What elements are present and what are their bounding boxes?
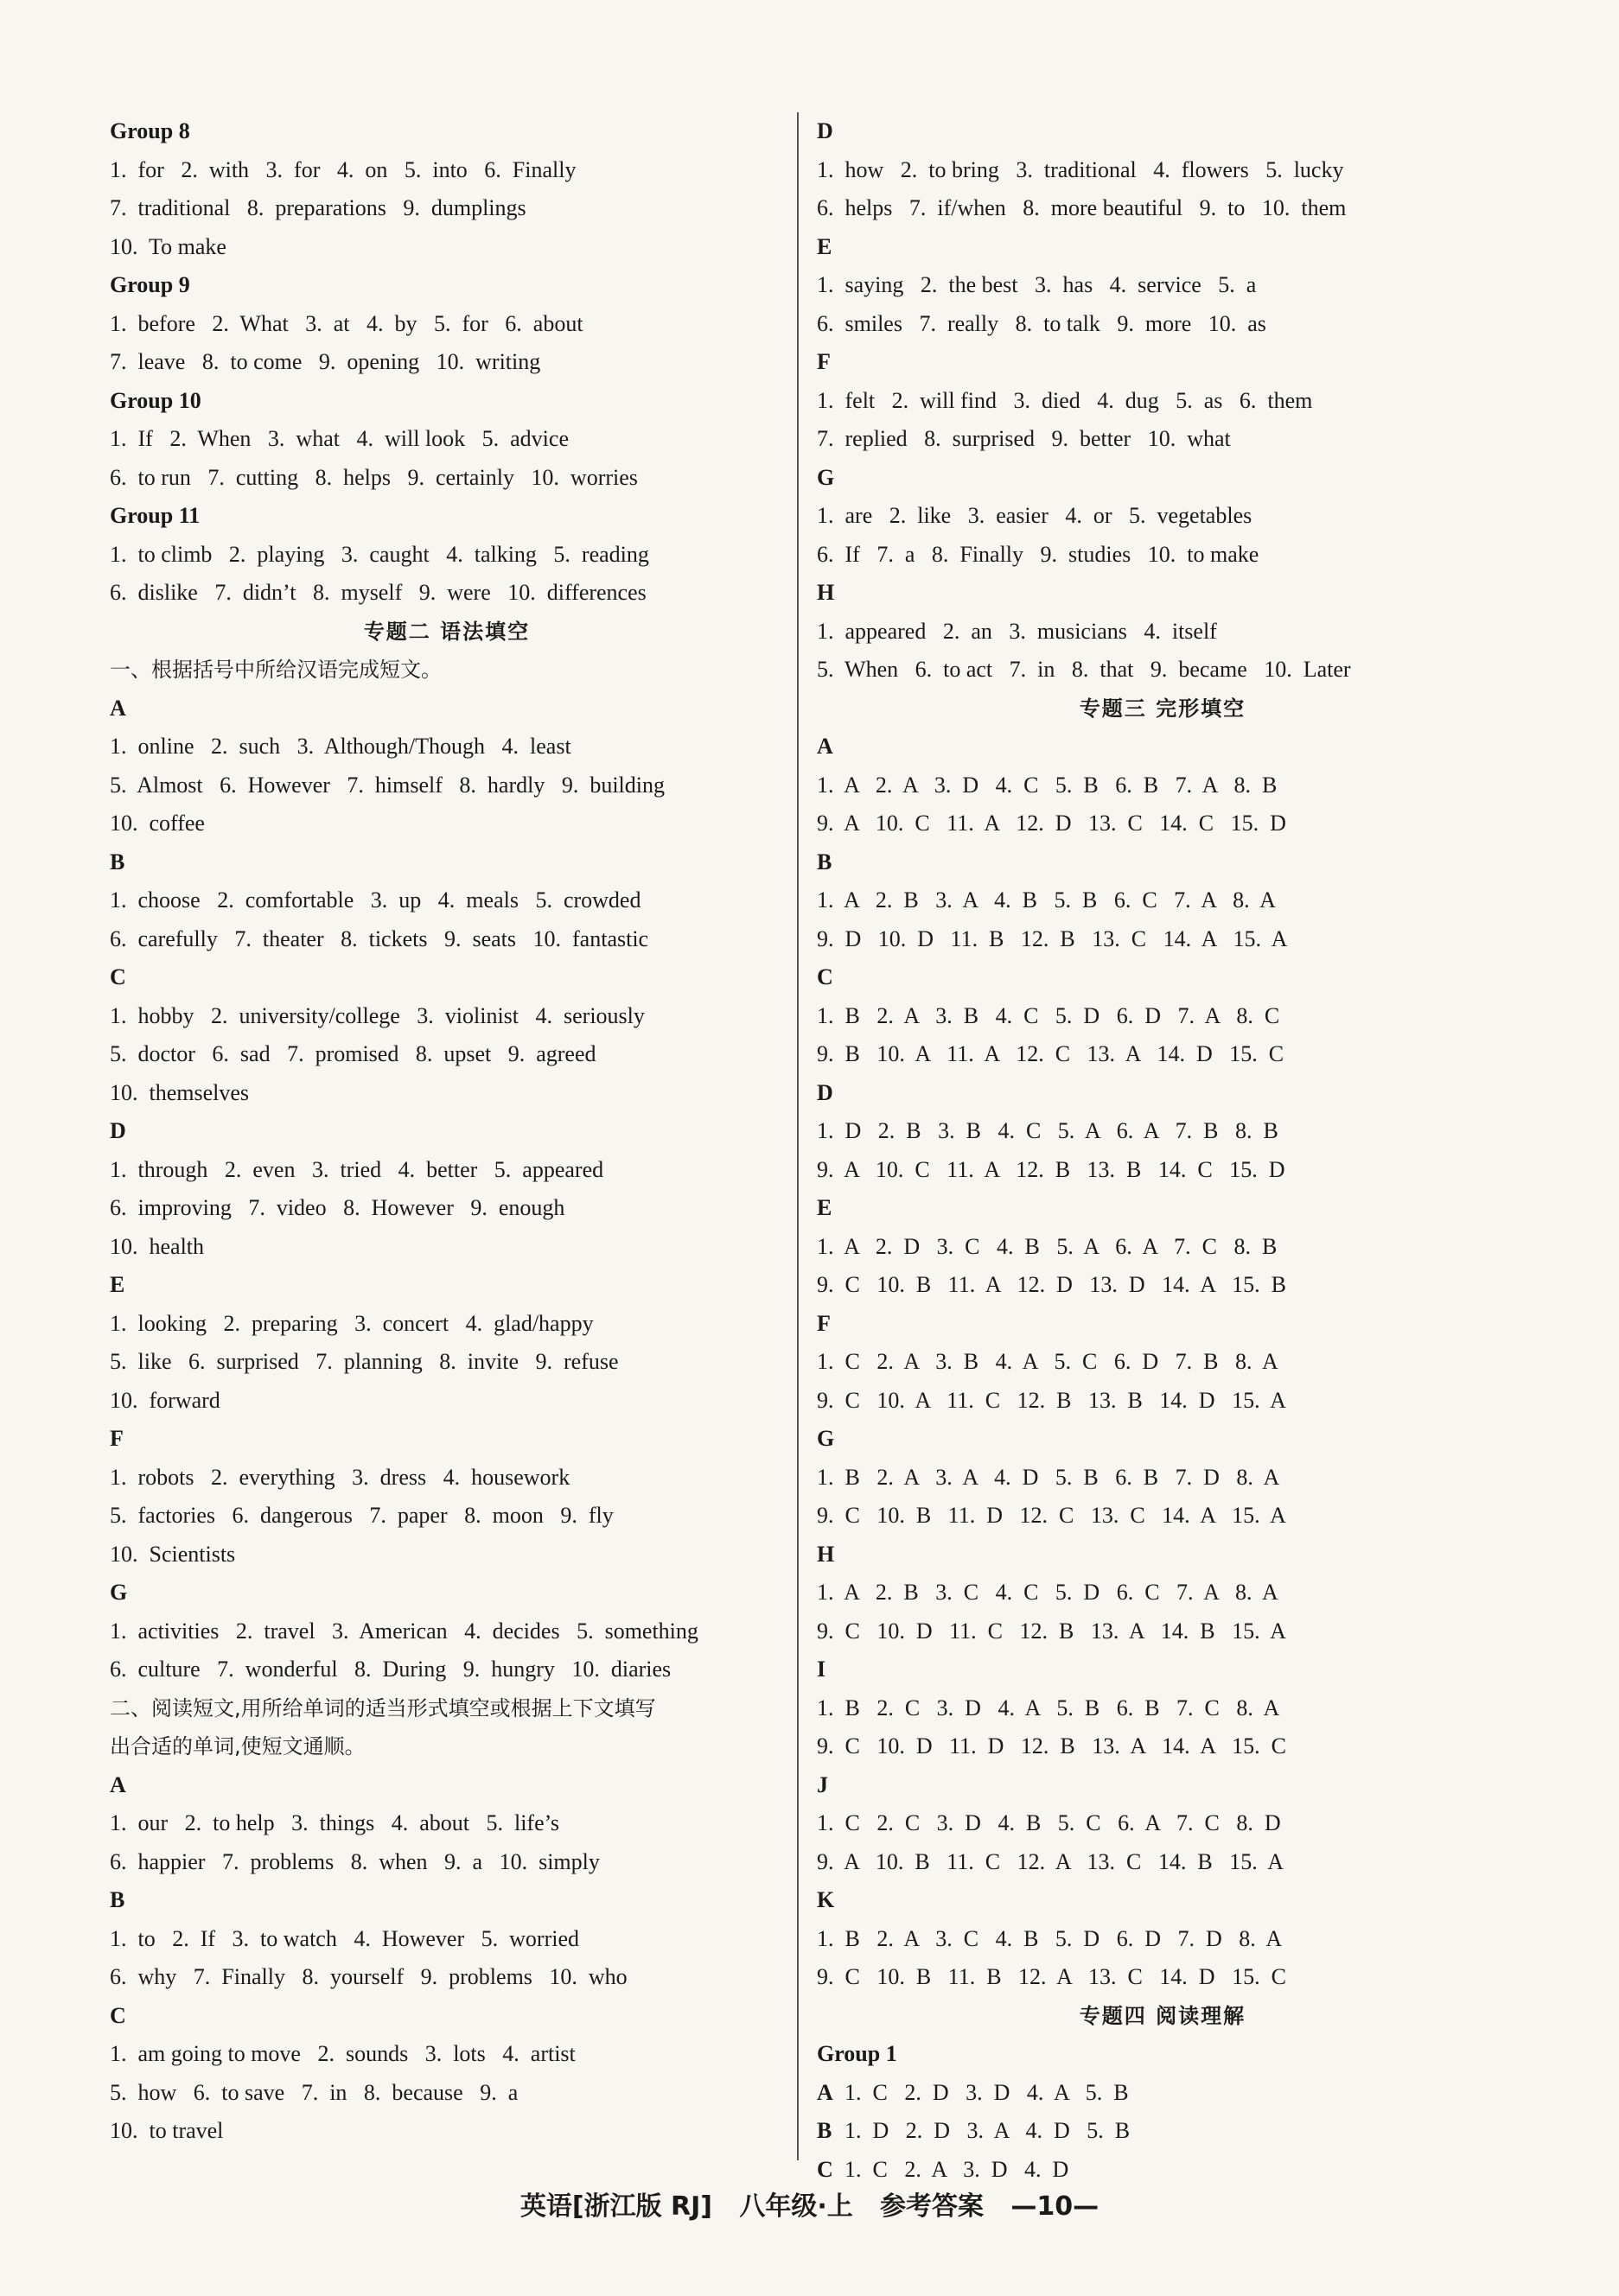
section-heading: E xyxy=(817,1195,832,1220)
row-answers: 1. D 2. D 3. A 4. D 5. B xyxy=(845,2118,1131,2143)
row-label: B xyxy=(817,2118,832,2143)
answer-line: 1. A 2. B 3. C 4. C 5. D 6. C 7. A 8. A xyxy=(817,1580,1278,1605)
answer-line: 5. When 6. to act 7. in 8. that 9. became 10. Later xyxy=(817,657,1351,682)
section-heading: A xyxy=(817,734,833,759)
section-heading: K xyxy=(817,1887,835,1912)
answer-line: 1. A 2. D 3. C 4. B 5. A 6. A 7. C 8. B xyxy=(817,1233,1278,1259)
answer-line: 5. like 6. surprised 7. planning 8. invite 9. refuse xyxy=(110,1349,619,1374)
answer-line: 10. coffee xyxy=(110,811,205,836)
answer-row xyxy=(817,2151,1508,2190)
answer-line: 6. dislike 7. didn’t 8. myself 9. were 10. differences xyxy=(110,580,647,605)
instruction-text: 二、阅读短文,用所给单词的适当形式填空或根据上下文填写 xyxy=(110,1695,656,1720)
answer-line: 10. themselves xyxy=(110,1079,250,1105)
answer-line: 10. to travel xyxy=(110,2118,224,2143)
answer-line: 9. C 10. B 11. A 12. D 13. D 14. A 15. B xyxy=(817,1272,1286,1297)
section-heading: A xyxy=(110,695,126,721)
section-heading: F xyxy=(110,1426,124,1451)
section-heading: D xyxy=(110,1118,126,1143)
answer-line: 1. are 2. like 3. easier 4. or 5. vegetables xyxy=(817,503,1252,528)
answer-line: 7. replied 8. surprised 9. better 10. what xyxy=(817,426,1231,451)
answer-line: 1. our 2. to help 3. things 4. about 5. life’s xyxy=(110,1810,559,1835)
section-heading: F xyxy=(817,349,831,374)
section-heading: I xyxy=(817,1657,826,1682)
section-heading: C xyxy=(110,2002,126,2028)
section-heading: B xyxy=(110,849,125,875)
answer-line: 1. robots 2. everything 3. dress 4. housework xyxy=(110,1464,570,1490)
answer-line: 6. happier 7. problems 8. when 9. a 10. simply xyxy=(110,1848,600,1874)
answer-line: 6. improving 7. video 8. However 9. enough xyxy=(110,1195,565,1220)
page-footer: 英语[浙江版 RJ] 八年级·上 参考答案 —10— xyxy=(519,2191,1100,2222)
answer-line: 1. A 2. B 3. A 4. B 5. B 6. C 7. A 8. A xyxy=(817,887,1276,913)
topic-title: 专题二 语法填空 xyxy=(363,619,531,644)
answer-line: 10. To make xyxy=(110,233,226,259)
section-heading: J xyxy=(817,1771,828,1797)
section-heading: Group 10 xyxy=(110,387,201,413)
answer-line: 1. B 2. A 3. B 4. C 5. D 6. D 7. A 8. C xyxy=(817,1002,1280,1028)
answer-line: 1. C 2. C 3. D 4. B 5. C 6. A 7. C 8. D xyxy=(817,1810,1281,1835)
answer-line: 9. C 10. B 11. B 12. A 13. C 14. D 15. C xyxy=(817,1964,1286,1989)
section-heading: Group 11 xyxy=(110,503,201,528)
answer-line: 1. choose 2. comfortable 3. up 4. meals 5. crowded xyxy=(110,887,641,913)
answer-line: 6. why 7. Finally 8. yourself 9. problems 10. who xyxy=(110,1964,628,1989)
answer-row xyxy=(817,2074,1508,2113)
answer-line: 10. health xyxy=(110,1233,205,1259)
answer-line: 1. activities 2. travel 3. American 4. decides 5. something xyxy=(110,1618,698,1644)
answer-line: 6. carefully 7. theater 8. tickets 9. seats 10. fantastic xyxy=(110,925,649,951)
answer-line: 6. culture 7. wonderful 8. During 9. hungry 10. diaries xyxy=(110,1657,672,1682)
section-heading: E xyxy=(110,1272,125,1297)
section-heading: D xyxy=(817,1079,833,1105)
answer-line: 1. online 2. such 3. Although/Though 4. least xyxy=(110,734,571,759)
answer-line: 1. B 2. A 3. C 4. B 5. D 6. D 7. D 8. A xyxy=(817,1925,1283,1951)
answer-line: 5. how 6. to save 7. in 8. because 9. a xyxy=(110,2079,519,2105)
answer-line: 1. B 2. C 3. D 4. A 5. B 6. B 7. C 8. A xyxy=(817,1695,1280,1720)
answer-line: 6. smiles 7. really 8. to talk 9. more 10. as xyxy=(817,310,1266,336)
answer-line: 1. before 2. What 3. at 4. by 5. for 6. about xyxy=(110,310,583,336)
answer-line: 6. helps 7. if/when 8. more beautiful 9. to 10. them xyxy=(817,195,1347,220)
answer-line: 1. am going to move 2. sounds 3. lots 4. artist xyxy=(110,2041,576,2066)
answer-line: 9. B 10. A 11. A 12. C 13. A 14. D 15. C xyxy=(817,1041,1284,1066)
section-heading: E xyxy=(817,233,832,259)
answer-line: 1. saying 2. the best 3. has 4. service 5. a xyxy=(817,272,1257,297)
answer-line: 9. C 10. B 11. D 12. C 13. C 14. A 15. A xyxy=(817,1503,1286,1528)
answer-line: 10. Scientists xyxy=(110,1541,236,1567)
section-heading: Group 1 xyxy=(817,2041,897,2066)
section-heading: Group 9 xyxy=(110,272,190,297)
answer-line: 1. felt 2. will find 3. died 4. dug 5. as 6. them xyxy=(817,387,1313,413)
answer-line: 9. A 10. B 11. C 12. A 13. C 14. B 15. A xyxy=(817,1848,1284,1874)
instruction-text: 出合适的单词,使短文通顺。 xyxy=(110,1734,366,1759)
row-answers: 1. C 2. D 3. D 4. A 5. B xyxy=(845,2079,1129,2105)
row-answers: 1. C 2. A 3. D 4. D xyxy=(845,2156,1069,2182)
section-heading: B xyxy=(110,1887,125,1912)
right-column xyxy=(817,112,1508,2189)
topic-title: 专题四 阅读理解 xyxy=(1079,2003,1246,2028)
section-heading: A xyxy=(110,1771,126,1797)
answer-line: 5. factories 6. dangerous 7. paper 8. moon 9. fly xyxy=(110,1503,614,1528)
section-heading: F xyxy=(817,1310,831,1336)
answer-line: 1. how 2. to bring 3. traditional 4. flowers 5. lucky xyxy=(817,156,1344,182)
row-label: A xyxy=(817,2079,833,2105)
answer-line: 1. If 2. When 3. what 4. will look 5. advice xyxy=(110,426,569,451)
answer-line: 10. forward xyxy=(110,1387,220,1413)
section-heading: H xyxy=(817,580,835,605)
answer-line: 5. Almost 6. However 7. himself 8. hardly 9. building xyxy=(110,772,666,798)
answer-line: 9. D 10. D 11. B 12. B 13. C 14. A 15. A xyxy=(817,925,1288,951)
instruction-text: 一、根据括号中所给汉语完成短文。 xyxy=(110,658,442,682)
answer-line: 9. C 10. A 11. C 12. B 13. B 14. D 15. A xyxy=(817,1387,1286,1413)
answer-row xyxy=(817,2112,1508,2151)
section-heading: B xyxy=(817,849,832,875)
section-heading: G xyxy=(110,1580,128,1605)
answer-line: 1. C 2. A 3. B 4. A 5. C 6. D 7. B 8. A xyxy=(817,1349,1278,1374)
answer-line: 5. doctor 6. sad 7. promised 8. upset 9. agreed xyxy=(110,1041,596,1066)
answer-line: 9. A 10. C 11. A 12. D 13. C 14. C 15. D xyxy=(817,811,1286,836)
answer-line: 1. hobby 2. university/college 3. violinist 4. seriously xyxy=(110,1002,645,1028)
answer-line: 1. to climb 2. playing 3. caught 4. talking 5. reading xyxy=(110,541,649,567)
section-heading: H xyxy=(817,1541,835,1567)
section-heading: G xyxy=(817,464,835,490)
answer-line: 1. B 2. A 3. A 4. D 5. B 6. B 7. D 8. A xyxy=(817,1464,1280,1490)
row-label: C xyxy=(817,2156,833,2182)
answer-line: 1. for 2. with 3. for 4. on 5. into 6. Finally xyxy=(110,156,577,182)
answer-line: 9. C 10. D 11. C 12. B 13. A 14. B 15. A xyxy=(817,1618,1286,1644)
answer-line: 9. C 10. D 11. D 12. B 13. A 14. A 15. C xyxy=(817,1733,1286,1759)
answer-line: 1. appeared 2. an 3. musicians 4. itself xyxy=(817,618,1217,644)
section-heading: Group 8 xyxy=(110,118,190,143)
answer-line: 1. A 2. A 3. D 4. C 5. B 6. B 7. A 8. B xyxy=(817,772,1278,798)
section-heading: C xyxy=(110,964,126,989)
topic-title: 专题三 完形填空 xyxy=(1079,696,1246,721)
answer-line: 1. D 2. B 3. B 4. C 5. A 6. A 7. B 8. B xyxy=(817,1118,1278,1143)
answer-line: 9. A 10. C 11. A 12. B 13. B 14. C 15. D xyxy=(817,1156,1285,1182)
answer-line: 1. to 2. If 3. to watch 4. However 5. worried xyxy=(110,1925,579,1951)
answer-line: 7. leave 8. to come 9. opening 10. writing xyxy=(110,349,541,374)
left-column xyxy=(110,112,784,2151)
column-divider xyxy=(797,112,799,2160)
section-heading: C xyxy=(817,964,833,989)
answer-line: 7. traditional 8. preparations 9. dumplings xyxy=(110,195,526,220)
section-heading: G xyxy=(817,1426,835,1451)
section-heading: D xyxy=(817,118,833,143)
answer-line: 1. looking 2. preparing 3. concert 4. glad/happy xyxy=(110,1310,594,1336)
answer-line: 6. If 7. a 8. Finally 9. studies 10. to make xyxy=(817,541,1259,567)
answer-line: 1. through 2. even 3. tried 4. better 5. appeared xyxy=(110,1156,604,1182)
answer-line: 6. to run 7. cutting 8. helps 9. certainly 10. worries xyxy=(110,464,638,490)
